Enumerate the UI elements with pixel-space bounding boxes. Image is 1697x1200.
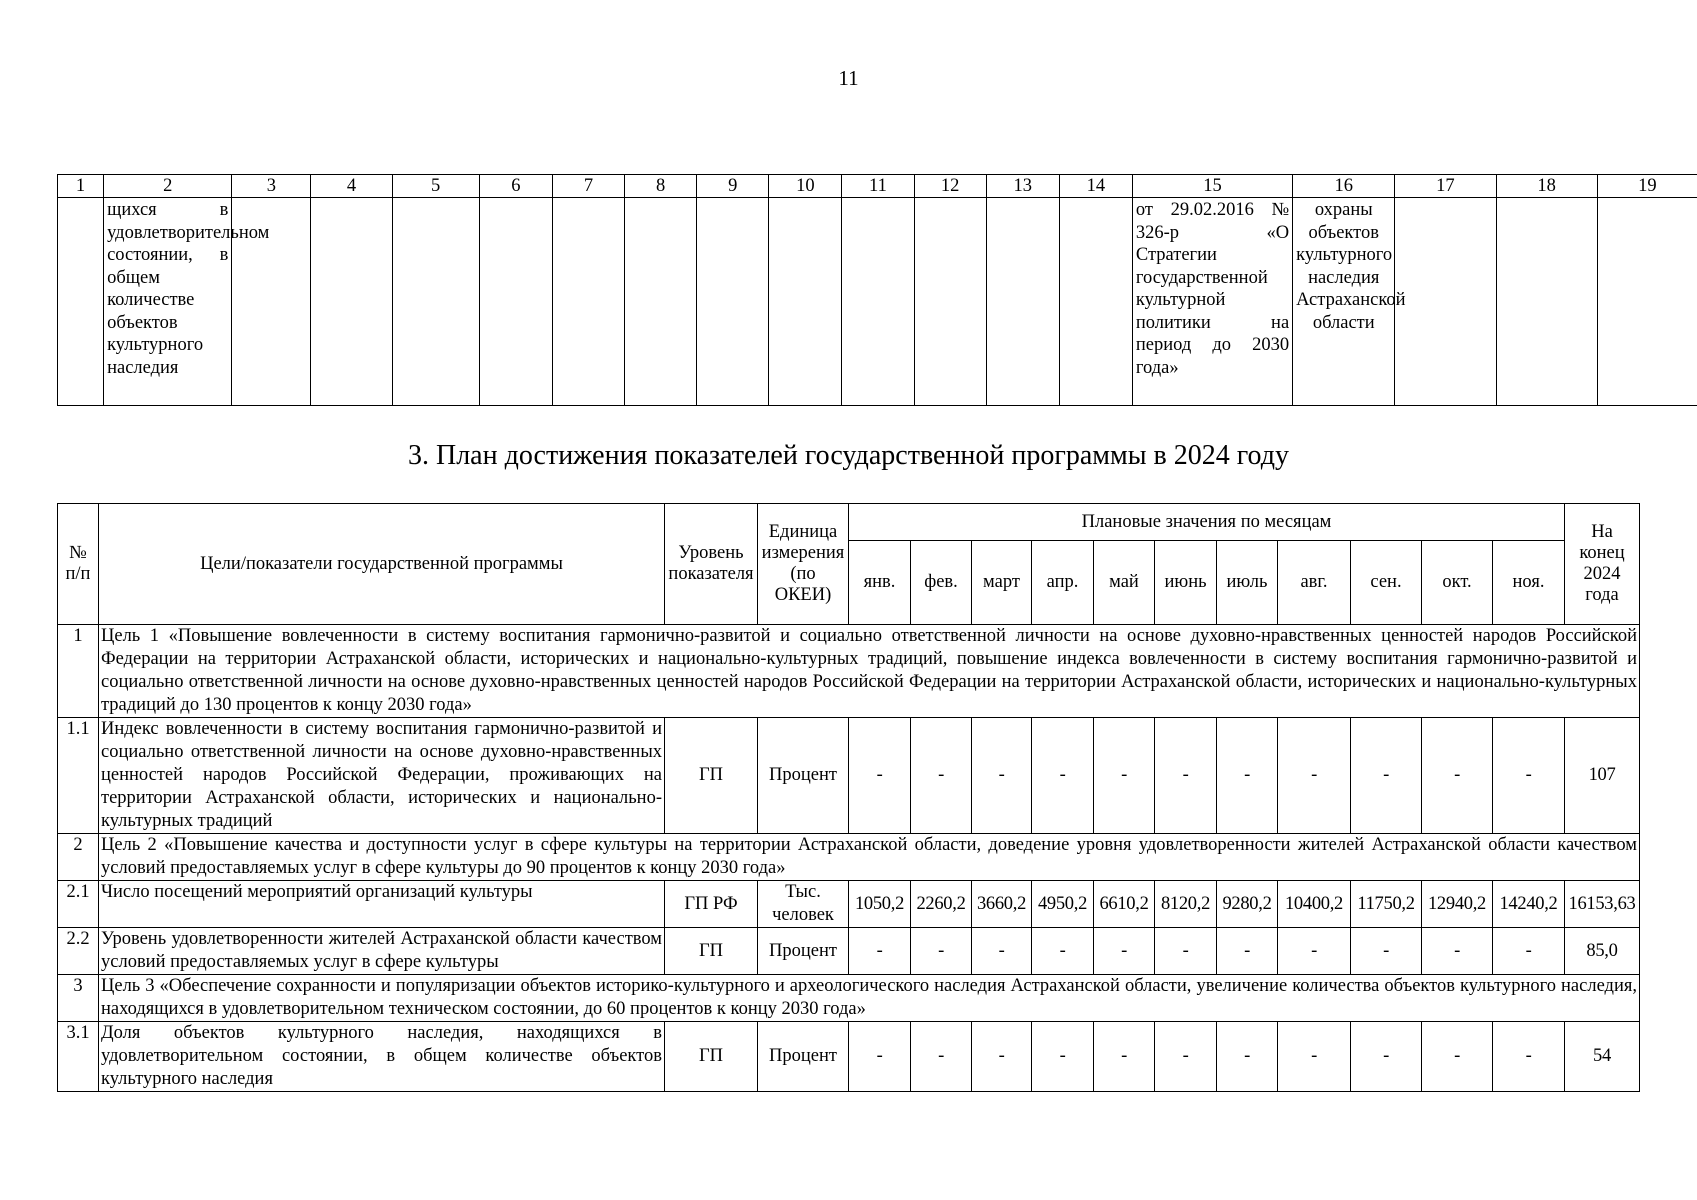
indicator-level: ГП bbox=[665, 928, 758, 975]
header-month: окт. bbox=[1422, 541, 1493, 625]
column-number-row bbox=[58, 175, 1697, 198]
header-level: Уровень показателя bbox=[665, 504, 758, 625]
table-cell bbox=[1059, 198, 1132, 406]
month-value: - bbox=[1217, 718, 1278, 834]
month-value: - bbox=[849, 718, 911, 834]
table-cell bbox=[58, 198, 104, 406]
header-goals: Цели/показатели государственной программы bbox=[99, 504, 665, 625]
end-value: 85,0 bbox=[1565, 928, 1640, 975]
month-value: - bbox=[1351, 718, 1422, 834]
month-value: - bbox=[1422, 718, 1493, 834]
month-value: - bbox=[1493, 718, 1565, 834]
row-number: 1 bbox=[58, 625, 99, 718]
month-value: - bbox=[911, 928, 972, 975]
goal-row bbox=[58, 834, 1640, 881]
continued-table bbox=[57, 174, 1697, 406]
month-value: - bbox=[1351, 928, 1422, 975]
col-number: 7 bbox=[552, 175, 624, 198]
header-month: июль bbox=[1217, 541, 1278, 625]
month-value: - bbox=[1032, 718, 1094, 834]
header-month: апр. bbox=[1032, 541, 1094, 625]
table-cell bbox=[1597, 198, 1697, 406]
col-number: 1 bbox=[58, 175, 104, 198]
month-value: - bbox=[1155, 718, 1217, 834]
row-number: 2 bbox=[58, 834, 99, 881]
col-number: 15 bbox=[1132, 175, 1292, 198]
month-value: - bbox=[849, 1022, 911, 1092]
month-value: 6610,2 bbox=[1094, 881, 1155, 928]
table-cell bbox=[842, 198, 914, 406]
month-value: 9280,2 bbox=[1217, 881, 1278, 928]
indicator-unit: Тыс. человек bbox=[758, 881, 849, 928]
header-monthly: Плановые значения по месяцам bbox=[849, 504, 1565, 541]
header-month: ноя. bbox=[1493, 541, 1565, 625]
month-value: 3660,2 bbox=[972, 881, 1032, 928]
header-row bbox=[58, 504, 1640, 541]
header-month: авг. bbox=[1278, 541, 1351, 625]
table-cell bbox=[986, 198, 1059, 406]
indicator-row bbox=[58, 1022, 1640, 1092]
month-value: - bbox=[1493, 1022, 1565, 1092]
indicator-text: Индекс вовлеченности в систему воспитания гармонично-развитой и социально ответственной личности на основе духовно-нравственных ценностей народов Российской Федерации, проживающих на территории Астраханской области, исторических и национально-культурных традиций bbox=[99, 718, 665, 834]
month-value: 14240,2 bbox=[1493, 881, 1565, 928]
indicator-row bbox=[58, 928, 1640, 975]
table-cell bbox=[1395, 198, 1496, 406]
month-value: - bbox=[972, 718, 1032, 834]
month-value: - bbox=[1422, 928, 1493, 975]
month-value: - bbox=[1351, 1022, 1422, 1092]
indicator-unit: Процент bbox=[758, 928, 849, 975]
month-value: 8120,2 bbox=[1155, 881, 1217, 928]
table-cell bbox=[625, 198, 697, 406]
month-value: - bbox=[849, 928, 911, 975]
col-number: 5 bbox=[392, 175, 479, 198]
header-end: На конец 2024 года bbox=[1565, 504, 1640, 625]
document-reference-cell: от 29.02.2016 № 326-р «О Стратегии государственной культурной политики на период до 2030 года» bbox=[1132, 198, 1292, 406]
plan-table bbox=[57, 503, 1640, 1092]
indicator-text: Уровень удовлетворенности жителей Астраханской области качеством условий предоставляемых услуг в сфере культуры bbox=[99, 928, 665, 975]
indicator-level: ГП РФ bbox=[665, 881, 758, 928]
col-number: 4 bbox=[311, 175, 392, 198]
month-value: - bbox=[1278, 718, 1351, 834]
month-value: - bbox=[1278, 1022, 1351, 1092]
month-value: - bbox=[1032, 1022, 1094, 1092]
month-value: - bbox=[911, 1022, 972, 1092]
row-number: 3.1 bbox=[58, 1022, 99, 1092]
header-month: июнь bbox=[1155, 541, 1217, 625]
indicator-row bbox=[58, 881, 1640, 928]
month-value: - bbox=[1422, 1022, 1493, 1092]
header-month: сен. bbox=[1351, 541, 1422, 625]
header-month: фев. bbox=[911, 541, 972, 625]
col-number: 11 bbox=[842, 175, 914, 198]
month-value: - bbox=[911, 718, 972, 834]
table-cell bbox=[479, 198, 552, 406]
header-num: № п/п bbox=[58, 504, 99, 625]
row-number: 1.1 bbox=[58, 718, 99, 834]
col-number: 19 bbox=[1597, 175, 1697, 198]
col-number: 9 bbox=[697, 175, 769, 198]
page-number: 11 bbox=[838, 66, 859, 90]
month-value: 10400,2 bbox=[1278, 881, 1351, 928]
month-value: 4950,2 bbox=[1032, 881, 1094, 928]
col-number: 14 bbox=[1059, 175, 1132, 198]
indicator-text: Число посещений мероприятий организаций культуры bbox=[99, 881, 665, 928]
indicator-row bbox=[58, 718, 1640, 834]
indicator-unit: Процент bbox=[758, 1022, 849, 1092]
col-number: 2 bbox=[104, 175, 232, 198]
header-month: март bbox=[972, 541, 1032, 625]
month-value: - bbox=[1094, 928, 1155, 975]
col-number: 10 bbox=[769, 175, 842, 198]
month-value: 11750,2 bbox=[1351, 881, 1422, 928]
month-value: - bbox=[1493, 928, 1565, 975]
month-value: 1050,2 bbox=[849, 881, 911, 928]
goal-text: Цель 2 «Повышение качества и доступности услуг в сфере культуры на территории Астраханской области, доведение уровня удовлетворенности жителей Астраханской области качеством условий предоставляемых услуг в сфере культуры до 90 процентов к концу 2030 года» bbox=[99, 834, 1640, 881]
goal-text: Цель 3 «Обеспечение сохранности и популяризации объектов историко-культурного и археологического наследия Астраханской области, увеличение количества объектов культурного наследия, находящихся в удовлетворительном техническом состоянии, до 60 процентов к концу 2030 года» bbox=[99, 975, 1640, 1022]
indicator-level: ГП bbox=[665, 1022, 758, 1092]
indicator-name-cell: щихся в удовлетворительном состоянии, в общем количестве объектов культурного наследия bbox=[104, 198, 232, 406]
month-value: 2260,2 bbox=[911, 881, 972, 928]
responsible-body-cell: охраны объектов культурного наследия Астраханской области bbox=[1293, 198, 1395, 406]
table-cell bbox=[769, 198, 842, 406]
month-value: - bbox=[1032, 928, 1094, 975]
month-value: - bbox=[972, 1022, 1032, 1092]
header-month: янв. bbox=[849, 541, 911, 625]
month-value: - bbox=[1094, 718, 1155, 834]
goal-text: Цель 1 «Повышение вовлеченности в систему воспитания гармонично-развитой и социально ответственной личности на основе духовно-нравственных ценностей народов Российской Федерации на территории Астраханской области, исторических и национально-культурных традиций, повышение индекса вовлеченности в систему воспитания гармонично-развитой и социально ответственной личности на основе духовно-нравственных ценностей народов Российской Федерации на территории Астраханской области, исторических и национально-культурных традиций до 130 процентов к концу 2030 года» bbox=[99, 625, 1640, 718]
header-month: май bbox=[1094, 541, 1155, 625]
month-value: - bbox=[1217, 1022, 1278, 1092]
month-value: - bbox=[1094, 1022, 1155, 1092]
col-number: 6 bbox=[479, 175, 552, 198]
indicator-text: Доля объектов культурного наследия, находящихся в удовлетворительном состоянии, в общем количестве объектов культурного наследия bbox=[99, 1022, 665, 1092]
table-row bbox=[58, 198, 1697, 406]
col-number: 13 bbox=[986, 175, 1059, 198]
table-cell bbox=[914, 198, 986, 406]
end-value: 54 bbox=[1565, 1022, 1640, 1092]
table-cell bbox=[311, 198, 392, 406]
col-number: 8 bbox=[625, 175, 697, 198]
section-title: 3. План достижения показателей государственной программы в 2024 году bbox=[407, 440, 1289, 471]
month-value: - bbox=[1155, 1022, 1217, 1092]
indicator-level: ГП bbox=[665, 718, 758, 834]
month-value: - bbox=[1217, 928, 1278, 975]
row-number: 2.1 bbox=[58, 881, 99, 928]
month-value: - bbox=[1155, 928, 1217, 975]
month-value: - bbox=[1278, 928, 1351, 975]
col-number: 18 bbox=[1496, 175, 1597, 198]
table-cell bbox=[392, 198, 479, 406]
end-value: 107 bbox=[1565, 718, 1640, 834]
col-number: 17 bbox=[1395, 175, 1496, 198]
month-value: 12940,2 bbox=[1422, 881, 1493, 928]
row-number: 3 bbox=[58, 975, 99, 1022]
table-cell bbox=[552, 198, 624, 406]
col-number: 16 bbox=[1293, 175, 1395, 198]
table-cell bbox=[697, 198, 769, 406]
row-number: 2.2 bbox=[58, 928, 99, 975]
col-number: 3 bbox=[232, 175, 311, 198]
month-value: - bbox=[972, 928, 1032, 975]
table-cell bbox=[1496, 198, 1597, 406]
goal-row bbox=[58, 625, 1640, 718]
header-unit: Единица измерения (по ОКЕИ) bbox=[758, 504, 849, 625]
indicator-unit: Процент bbox=[758, 718, 849, 834]
col-number: 12 bbox=[914, 175, 986, 198]
goal-row bbox=[58, 975, 1640, 1022]
end-value: 16153,63 bbox=[1565, 881, 1640, 928]
